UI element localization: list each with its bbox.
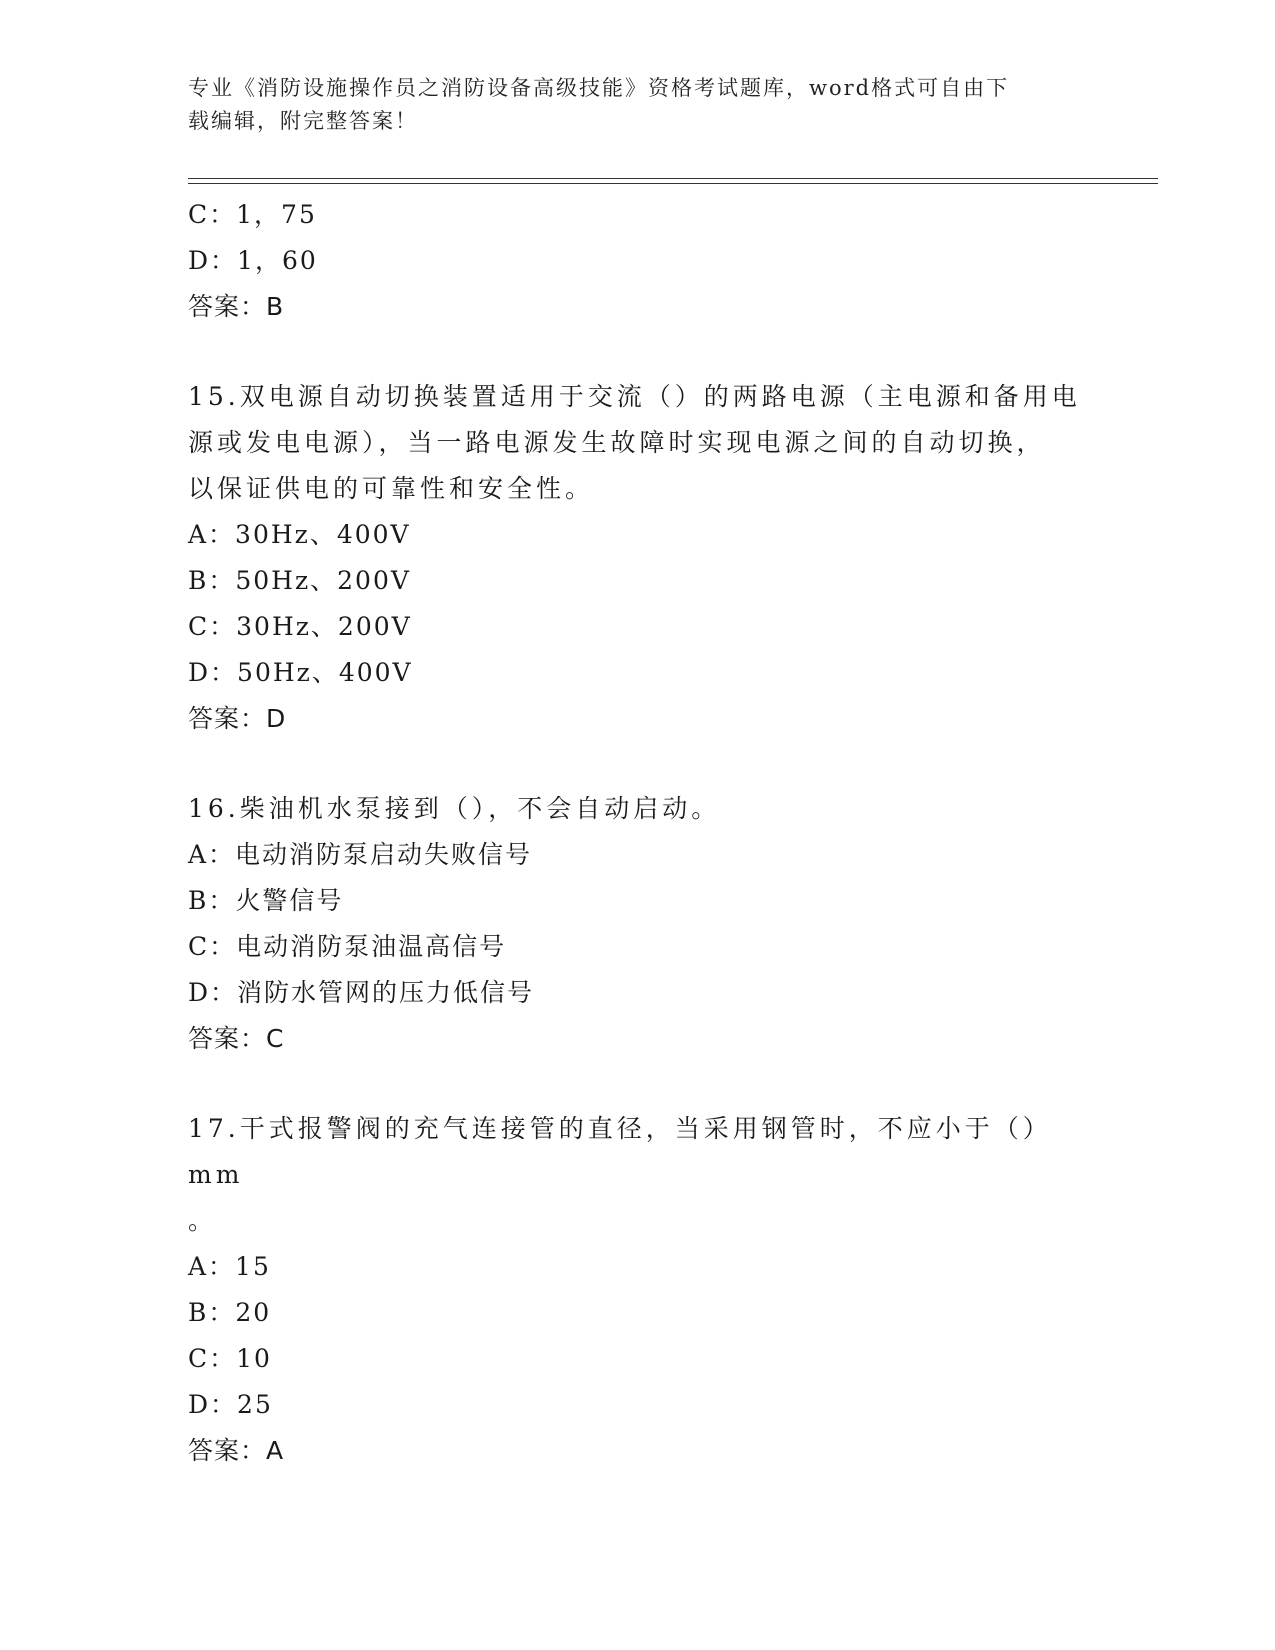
option-d: D：50Hz、400V bbox=[188, 658, 413, 687]
stem-line: 17.干式报警阀的充气连接管的直径，当采用钢管时，不应小于（）mm bbox=[188, 1114, 1052, 1189]
answer: 答案：C bbox=[188, 1024, 285, 1053]
document-body bbox=[188, 192, 1088, 1474]
option-c: C：电动消防泵油温高信号 bbox=[188, 932, 507, 961]
option-d: D：消防水管网的压力低信号 bbox=[188, 978, 535, 1007]
header-line-1: 专业《消防设施操作员之消防设备高级技能》资格考试题库，word格式可自由下 bbox=[188, 76, 1010, 100]
option-d: D：1，60 bbox=[188, 246, 318, 275]
question-stem bbox=[188, 374, 1088, 512]
question-stem bbox=[188, 786, 1088, 832]
stem-line: 以保证供电的可靠性和安全性。 bbox=[188, 474, 595, 503]
option-b: B：20 bbox=[188, 1298, 272, 1327]
header-line-2: 载编辑，附完整答案！ bbox=[188, 109, 418, 133]
option-c: C：30Hz、200V bbox=[188, 612, 412, 641]
question-16 bbox=[188, 786, 1088, 1062]
option-c: C：10 bbox=[188, 1344, 272, 1373]
stem-line: 16.柴油机水泵接到（），不会自动启动。 bbox=[188, 794, 721, 823]
answer: 答案：A bbox=[188, 1436, 285, 1465]
option-b: B：火警信号 bbox=[188, 886, 344, 915]
question-stem bbox=[188, 1106, 1088, 1244]
answer: 答案：B bbox=[188, 292, 285, 321]
answer: 答案：D bbox=[188, 704, 287, 733]
option-a: A：电动消防泵启动失败信号 bbox=[188, 840, 533, 869]
question-15 bbox=[188, 374, 1088, 742]
option-d: D：25 bbox=[188, 1390, 273, 1419]
option-a: A：15 bbox=[188, 1252, 271, 1281]
option-b: B：50Hz、200V bbox=[188, 566, 411, 595]
option-a: A：30Hz、400V bbox=[188, 520, 411, 549]
stem-line: 。 bbox=[188, 1206, 218, 1235]
stem-line: 源或发电电源），当一路电源发生故障时实现电源之间的自动切换， bbox=[188, 428, 1046, 457]
prev-question-tail bbox=[188, 192, 1088, 330]
option-c: C：1，75 bbox=[188, 200, 317, 229]
question-17 bbox=[188, 1106, 1088, 1474]
document-header bbox=[188, 72, 1068, 138]
stem-line: 15.双电源自动切换装置适用于交流（）的两路电源（主电源和备用电 bbox=[188, 382, 1081, 411]
header-double-rule bbox=[188, 178, 1158, 184]
